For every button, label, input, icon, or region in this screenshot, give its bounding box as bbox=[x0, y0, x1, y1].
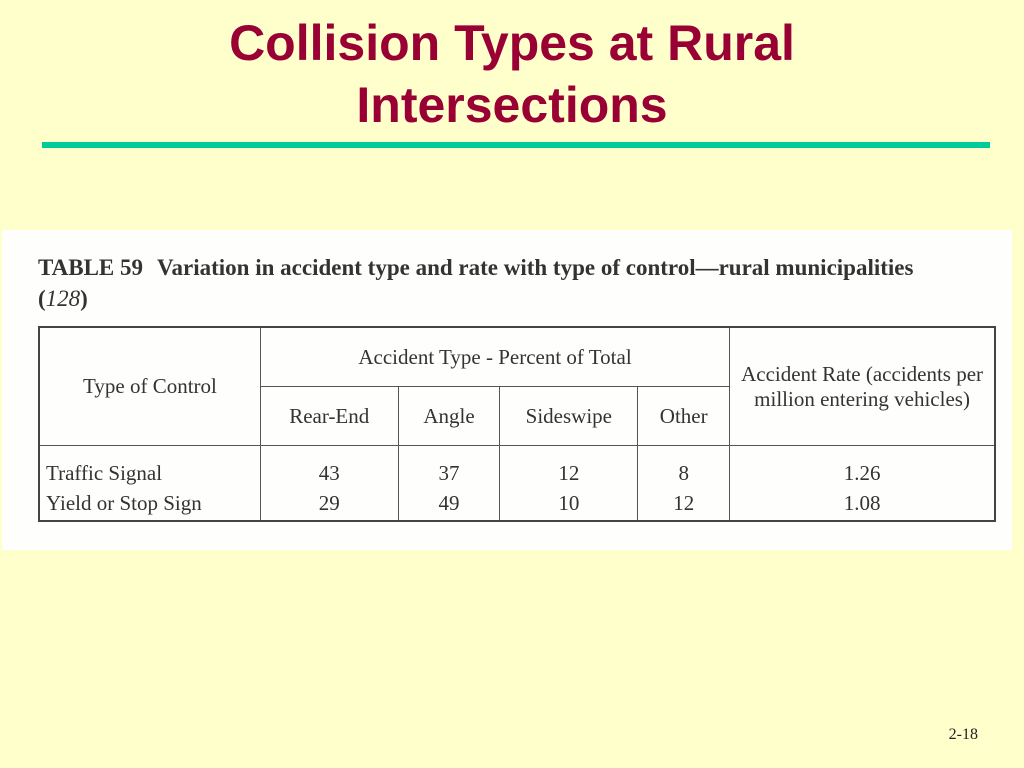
slide-title-line-1: Collision Types at Rural bbox=[229, 15, 795, 71]
header-accident-rate: Accident Rate (accidents per million entering vehicles) bbox=[730, 327, 995, 446]
header-angle: Angle bbox=[398, 387, 500, 446]
table-caption-text: Variation in accident type and rate with type of control—rural municipalities ( bbox=[38, 255, 914, 311]
accident-table bbox=[38, 326, 996, 522]
table-caption-close: ) bbox=[80, 286, 88, 311]
header-rear-end: Rear-End bbox=[260, 387, 398, 446]
cell-other-0: 8 bbox=[678, 461, 689, 485]
slide-title-line-2: Intersections bbox=[356, 77, 668, 133]
cell-other bbox=[638, 446, 730, 522]
table-caption bbox=[38, 252, 968, 314]
header-type-of-control: Type of Control bbox=[39, 327, 260, 446]
scanned-table-image bbox=[2, 230, 1012, 550]
cell-rate bbox=[730, 446, 995, 522]
header-other: Other bbox=[638, 387, 730, 446]
cell-rear-end-0: 43 bbox=[318, 461, 340, 485]
cell-angle bbox=[398, 446, 500, 522]
cell-control-0: Traffic Signal bbox=[46, 461, 163, 485]
header-accident-type: Accident Type - Percent of Total bbox=[260, 327, 729, 387]
cell-other-1: 12 bbox=[673, 491, 695, 515]
cell-rear-end-1: 29 bbox=[318, 491, 340, 515]
cell-angle-1: 49 bbox=[438, 491, 460, 515]
table-row bbox=[39, 446, 995, 522]
slide-number: 2-18 bbox=[948, 726, 978, 743]
table-caption-number: TABLE 59 bbox=[38, 255, 144, 280]
slide-title bbox=[0, 12, 1024, 136]
table-caption-reference: 128 bbox=[45, 286, 81, 311]
cell-sideswipe-0: 12 bbox=[558, 461, 580, 485]
cell-rear-end bbox=[260, 446, 398, 522]
cell-rate-0: 1.26 bbox=[843, 461, 881, 485]
cell-angle-0: 37 bbox=[438, 461, 460, 485]
cell-sideswipe-1: 10 bbox=[558, 491, 580, 515]
header-sideswipe: Sideswipe bbox=[500, 387, 638, 446]
table-header-row bbox=[39, 327, 995, 387]
title-divider bbox=[42, 142, 990, 148]
cell-control-1: Yield or Stop Sign bbox=[46, 491, 202, 515]
cell-control bbox=[39, 446, 260, 522]
cell-sideswipe bbox=[500, 446, 638, 522]
cell-rate-1: 1.08 bbox=[843, 491, 881, 515]
